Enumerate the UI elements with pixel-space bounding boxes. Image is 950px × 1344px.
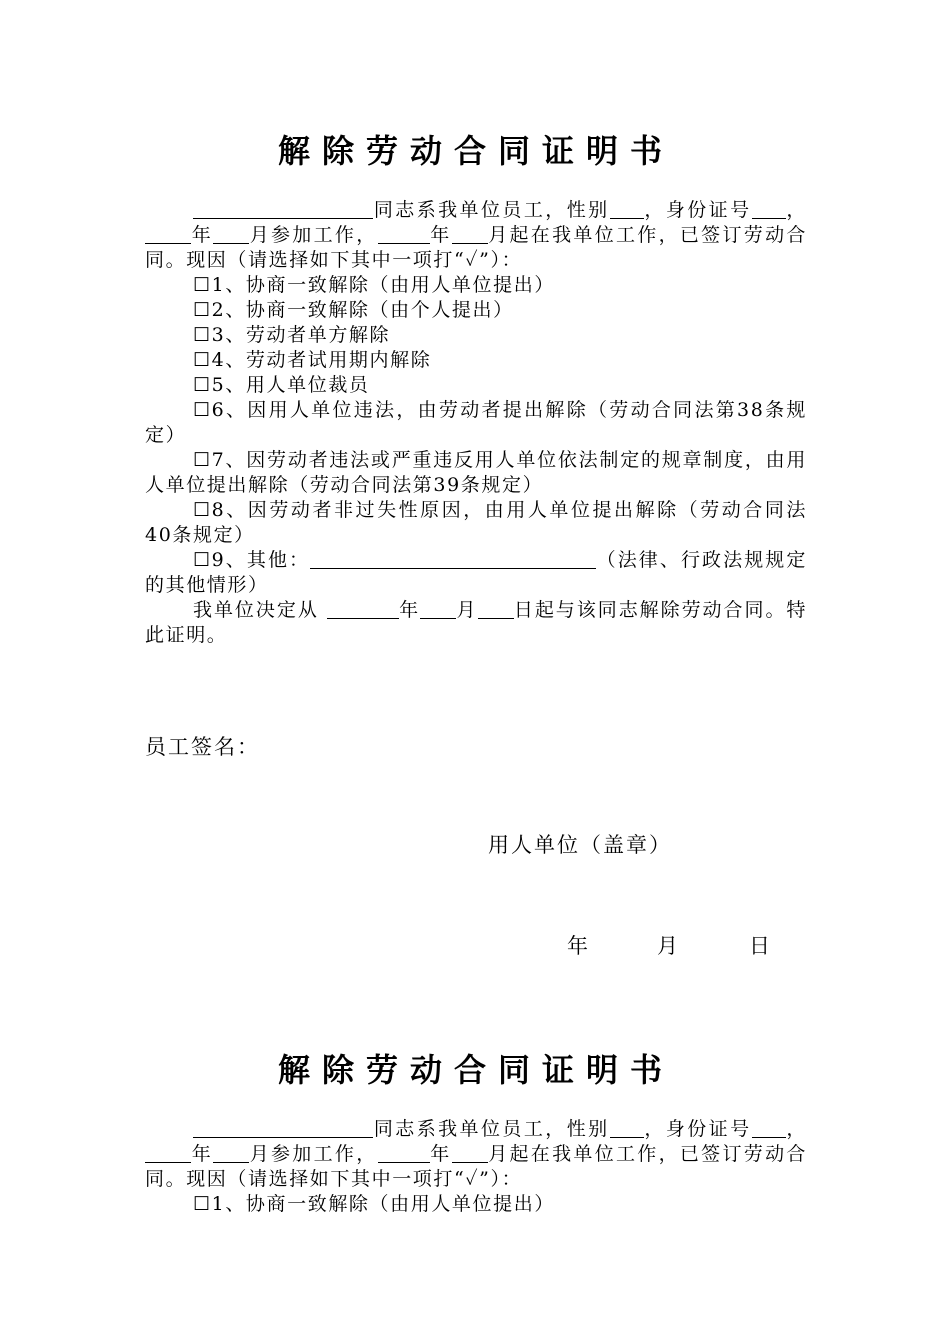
year-label: 年 — [191, 224, 213, 246]
month-label: 月 — [456, 599, 478, 621]
signature-date — [567, 930, 770, 960]
year-label: 年 — [429, 1143, 452, 1165]
other-reason-blank[interactable] — [310, 549, 596, 569]
reason-prompt: 劳动合同。现因（请选择如下其中一项打“✓”）： — [145, 224, 807, 271]
id-number-label: ，身份证号 — [643, 199, 752, 221]
option-2[interactable]: ☐2、协商一致解除（由个人提出） — [193, 299, 514, 321]
year-label: 年 — [398, 599, 421, 621]
reason-prompt: 劳动合同。现因（请选择如下其中一项打“✓”）： — [145, 1143, 807, 1190]
option-1[interactable]: ☐1、协商一致解除（由用人单位提出） — [193, 1193, 555, 1215]
option-4[interactable]: ☐4、劳动者试用期内解除 — [193, 349, 432, 371]
option-9-suffix: （法律、行政法规规定的其他情形） — [145, 549, 807, 596]
termination-year-blank[interactable] — [327, 599, 399, 619]
option-3[interactable]: ☐3、劳动者单方解除 — [193, 324, 391, 346]
option-7[interactable]: ☐7、因劳动者违法或严重违反用人单位依法制定的规章制度，由用人单位提出解除（劳动合同法第39条规定） — [145, 449, 807, 496]
join-text: 月起在我单位工作，已签订 — [487, 1143, 744, 1165]
join-text: 月起在我单位工作，已签订 — [487, 224, 744, 246]
gender-blank[interactable] — [610, 199, 644, 219]
option-6[interactable]: ☐6、因用人单位违法，由劳动者提出解除（劳动合同法第38条规定） — [145, 399, 807, 446]
document-body — [145, 1117, 807, 1217]
option-9[interactable] — [145, 548, 807, 598]
option-5[interactable]: ☐5、用人单位裁员 — [193, 374, 370, 396]
start-work-month-blank[interactable] — [213, 1143, 249, 1163]
date-month-label: 月 — [657, 934, 678, 958]
date-day-label: 日 — [749, 934, 770, 958]
year-label: 年 — [191, 1143, 213, 1165]
decision-suffix: 日起与该同志解除劳动合同。特此证明。 — [145, 599, 808, 646]
start-work-label: 月参加工作， — [249, 1143, 378, 1165]
document-body — [145, 198, 807, 648]
option-1[interactable]: ☐1、协商一致解除（由用人单位提出） — [193, 274, 555, 296]
option-9-label: ☐9、其他： — [193, 549, 311, 571]
id-number-blank[interactable] — [752, 1118, 786, 1138]
gender-blank[interactable] — [610, 1118, 644, 1138]
start-work-year-blank[interactable] — [145, 1143, 191, 1163]
join-month-blank[interactable] — [452, 224, 488, 244]
year-label: 年 — [429, 224, 452, 246]
id-number-blank[interactable] — [752, 199, 786, 219]
decision-prefix: 我单位决定从 — [193, 599, 319, 621]
document-title: 解除劳动合同证明书 — [277, 132, 674, 170]
employee-signature-label: 员工签名： — [145, 735, 260, 759]
decision-paragraph — [145, 598, 807, 648]
employee-info-text: 同志系我单位员工，性别 — [373, 1118, 610, 1140]
employer-seal-label: 用人单位（盖章） — [488, 833, 672, 857]
start-work-month-blank[interactable] — [213, 224, 249, 244]
employee-name-blank[interactable] — [193, 199, 373, 219]
start-work-label: 月参加工作， — [249, 224, 378, 246]
option-8[interactable]: ☐8、因劳动者非过失性原因，由用人单位提出解除（劳动合同法40条规定） — [145, 499, 807, 546]
employee-info-paragraph: 同志系我单位员工，性别 ，身份证号 ，年 月参加工作， 年 月起在我单位工作，已签订劳动合同。现因（请选择如下其中一项打“✓”）： — [145, 199, 807, 271]
employee-info-paragraph: 同志系我单位员工，性别 ，身份证号 ，年 月参加工作， 年 月起在我单位工作，已签订劳动合同。现因（请选择如下其中一项打“✓”）： — [145, 1118, 807, 1190]
join-year-blank[interactable] — [378, 1143, 430, 1163]
date-year-label: 年 — [567, 934, 588, 958]
termination-day-blank[interactable] — [478, 599, 514, 619]
employee-name-blank[interactable] — [193, 1118, 373, 1138]
join-month-blank[interactable] — [452, 1143, 488, 1163]
employee-info-text: 同志系我单位员工，性别 — [373, 199, 610, 221]
termination-month-blank[interactable] — [420, 599, 456, 619]
document-title: 解除劳动合同证明书 — [277, 1051, 674, 1089]
id-number-label: ，身份证号 — [643, 1118, 752, 1140]
join-year-blank[interactable] — [378, 224, 430, 244]
start-work-year-blank[interactable] — [145, 224, 191, 244]
